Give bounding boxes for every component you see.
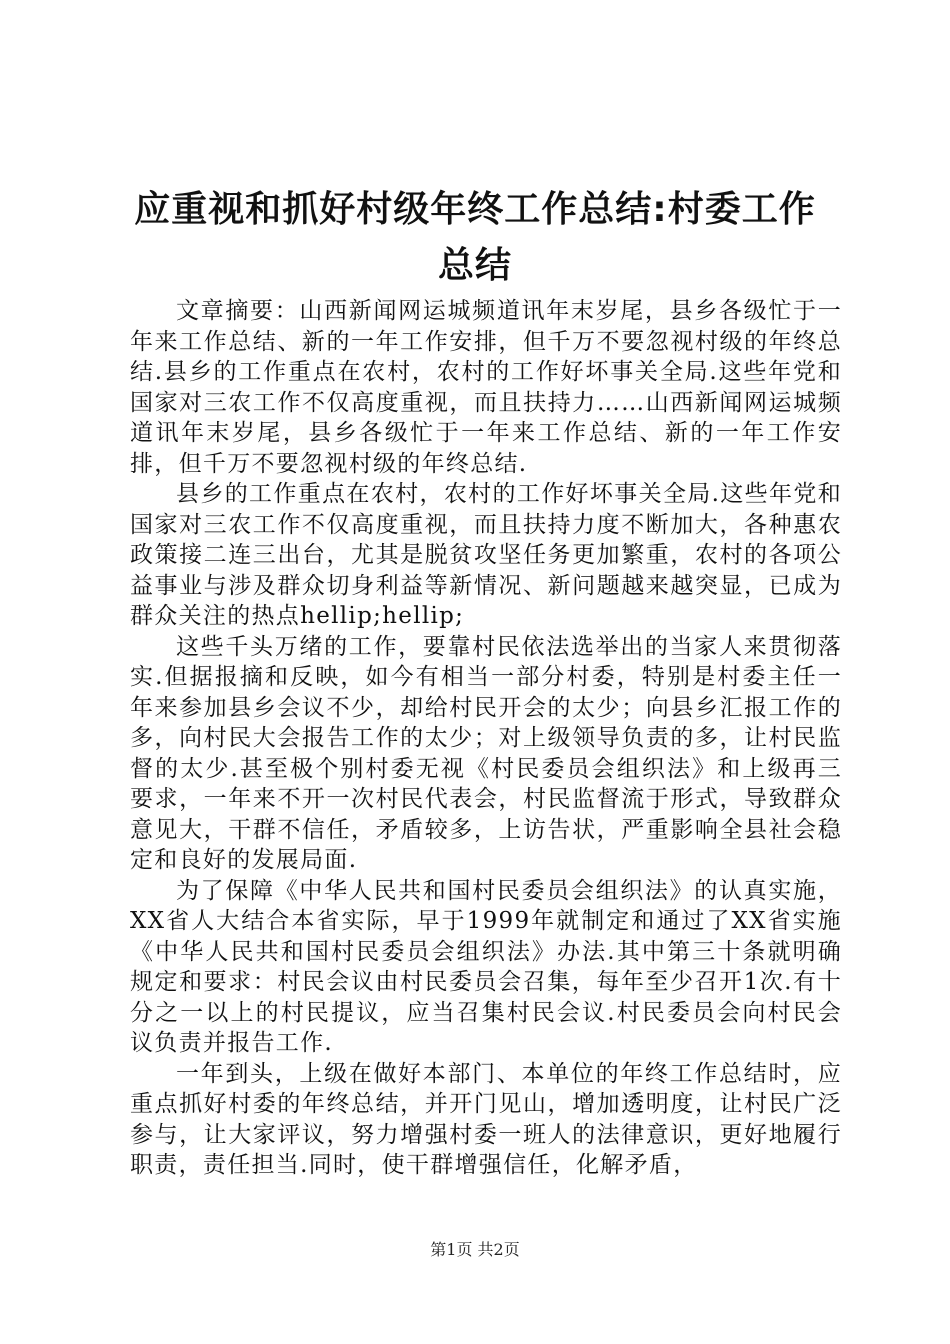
paragraph-organic-law: 为了保障《中华人民共和国村民委员会组织法》的认真实施，XX省人大结合本省实际，早于1999年就制定和通过了XX省实施《中华人民共和国村民委员会组织法》办法.其中第三十条就明确规定和要求：村民会议由村民委员会召集，每年至少召开1次.有十分之一以上的村民提议，应当召集村民会议.村民委员会向村民会议负责并报告工作. bbox=[130, 877, 842, 1056]
paragraph-year-end-summary: 一年到头，上级在做好本部门、本单位的年终工作总结时，应重点抓好村委的年终总结，并开门见山，增加透明度，让村民广泛参与，让大家评议，努力增强村委一班人的法律意识，更好地履行职责，责任担当.同时，使干群增强信任，化解矛盾， bbox=[130, 1060, 842, 1178]
page-footer: 第1页 共2页 bbox=[430, 1240, 520, 1259]
paragraph-village-committee: 这些千头万绪的工作，要靠村民依法选举出的当家人来贯彻落实.但据报摘和反映，如今有相当一部分村委，特别是村委主任一年来参加县乡会议不少，却给村民开会的太少；向县乡汇报工作的多，向村民大会报告工作的太少；对上级领导负责的多，让村民监督的太少.甚至极个别村委无视《村民委员会组织法》和上级再三要求，一年来不开一次村民代表会，村民监督流于形式，导致群众意见大，干群不信任，矛盾较多，上访告状，严重影响全县社会稳定和良好的发展局面. bbox=[130, 633, 842, 873]
paragraph-rural-work: 县乡的工作重点在农村，农村的工作好坏事关全局.这些年党和国家对三农工作不仅高度重视，而且扶持力度不断加大，各种惠农政策接二连三出台，尤其是脱贫攻坚任务更加繁重，农村的各项公益事业与涉及群众切身利益等新情况、新问题越来越突显，已成为群众关注的热点hellip;hellip; bbox=[130, 481, 842, 629]
document-body bbox=[130, 296, 842, 1181]
document-title: 应重视和抓好村级年终工作总结:村委工作总结 bbox=[134, 189, 816, 286]
paragraph-abstract: 文章摘要：山西新闻网运城频道讯年末岁尾，县乡各级忙于一年来工作总结、新的一年工作安排，但千万不要忽视村级的年终总结.县乡的工作重点在农村，农村的工作好坏事关全局.这些年党和国家对三农工作不仅高度重视，而且扶持力……山西新闻网运城频道讯年末岁尾，县乡各级忙于一年来工作总结、新的一年工作安排，但千万不要忽视村级的年终总结. bbox=[130, 298, 842, 477]
